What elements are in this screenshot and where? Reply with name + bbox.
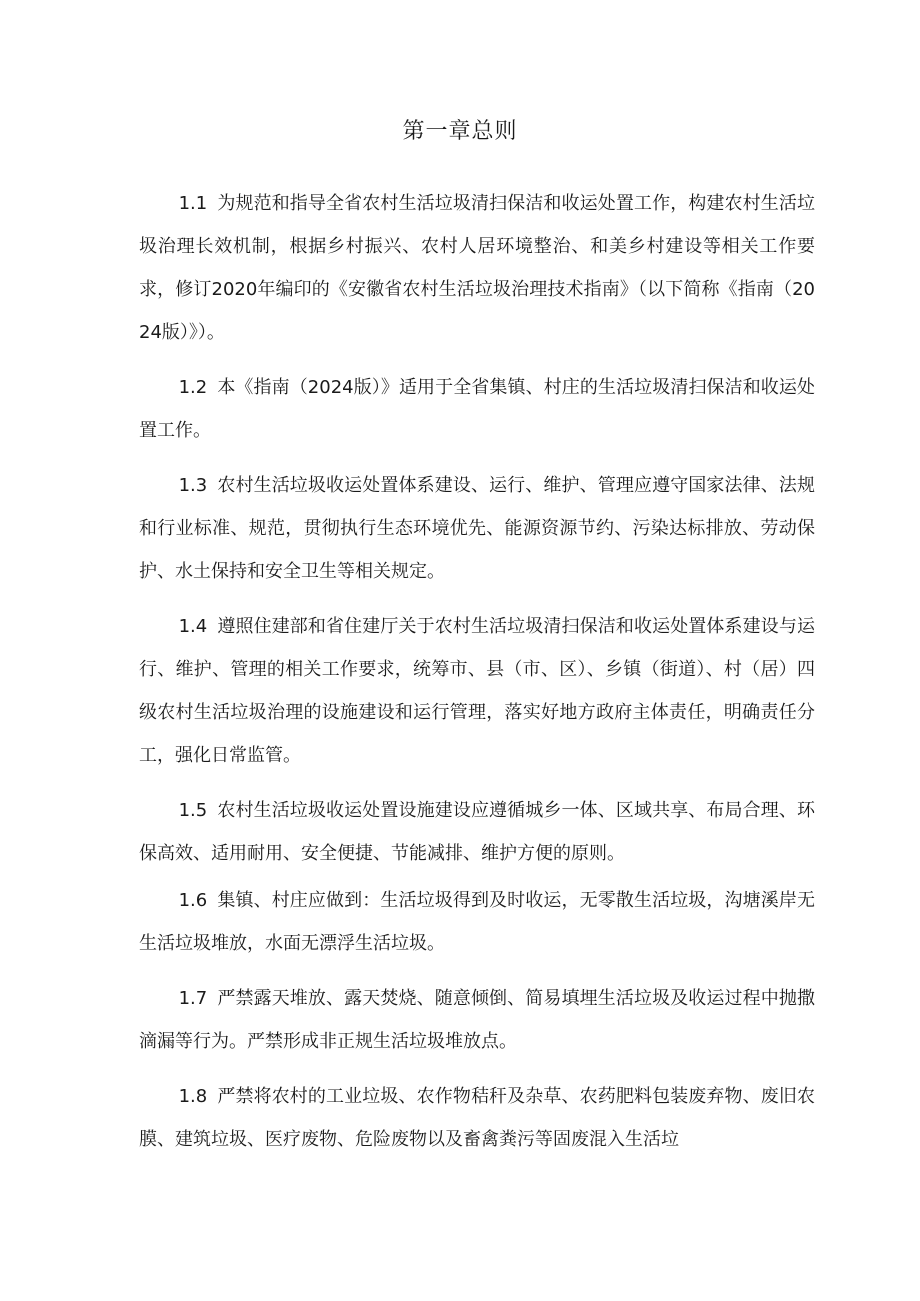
section-text: 集镇、村庄应做到：生活垃圾得到及时收运，无零散生活垃圾，沟塘溪岸无生活垃圾堆放，水面无漂浮生活垃圾。 [139, 890, 815, 954]
document-body [139, 182, 815, 1161]
section-paragraph [139, 789, 815, 875]
section-number: 1.3 [178, 475, 208, 496]
section-paragraph [139, 182, 815, 354]
section-number: 1.2 [178, 377, 208, 398]
chapter-title: 第一章总则 [402, 119, 518, 144]
section-paragraph [139, 464, 815, 593]
section-paragraph [139, 605, 815, 777]
section-text: 农村生活垃圾收运处置设施建设应遵循城乡一体、区域共享、布局合理、环保高效、适用耐用、安全便捷、节能减排、维护方便的原则。 [139, 800, 815, 864]
section-number: 1.8 [178, 1086, 208, 1107]
section-text: 严禁露天堆放、露天焚烧、随意倾倒、简易填埋生活垃圾及收运过程中抛撒滴漏等行为。严禁形成非正规生活垃圾堆放点。 [139, 988, 815, 1052]
section-paragraph [139, 977, 815, 1063]
section-paragraph [139, 366, 815, 452]
section-number: 1.6 [178, 890, 208, 911]
section-text: 为规范和指导全省农村生活垃圾清扫保洁和收运处置工作，构建农村生活垃圾治理长效机制，根据乡村振兴、农村人居环境整治、和美乡村建设等相关工作要求，修订2020年编印的《安徽省农村生活垃圾治理技术指南》（以下简称《指南（2024版）》）。 [139, 193, 815, 343]
section-paragraph [139, 1075, 815, 1161]
section-text: 农村生活垃圾收运处置体系建设、运行、维护、管理应遵守国家法律、法规和行业标准、规范，贯彻执行生态环境优先、能源资源节约、污染达标排放、劳动保护、水土保持和安全卫生等相关规定。 [139, 475, 815, 582]
section-number: 1.4 [178, 616, 208, 637]
section-text: 严禁将农村的工业垃圾、农作物秸秆及杂草、农药肥料包装废弃物、废旧农膜、建筑垃圾、医疗废物、危险废物以及畜禽粪污等固废混入生活垃 [139, 1086, 815, 1150]
section-number: 1.1 [178, 193, 208, 214]
section-text: 遵照住建部和省住建厅关于农村生活垃圾清扫保洁和收运处置体系建设与运行、维护、管理的相关工作要求，统筹市、县（市、区）、乡镇（街道）、村（居）四级农村生活垃圾治理的设施建设和运行管理，落实好地方政府主体责任，明确责任分工，强化日常监管。 [139, 616, 815, 766]
section-number: 1.5 [178, 800, 208, 821]
section-number: 1.7 [178, 988, 208, 1009]
section-paragraph [139, 879, 815, 965]
section-text: 本《指南（2024版）》适用于全省集镇、村庄的生活垃圾清扫保洁和收运处置工作。 [139, 377, 815, 441]
